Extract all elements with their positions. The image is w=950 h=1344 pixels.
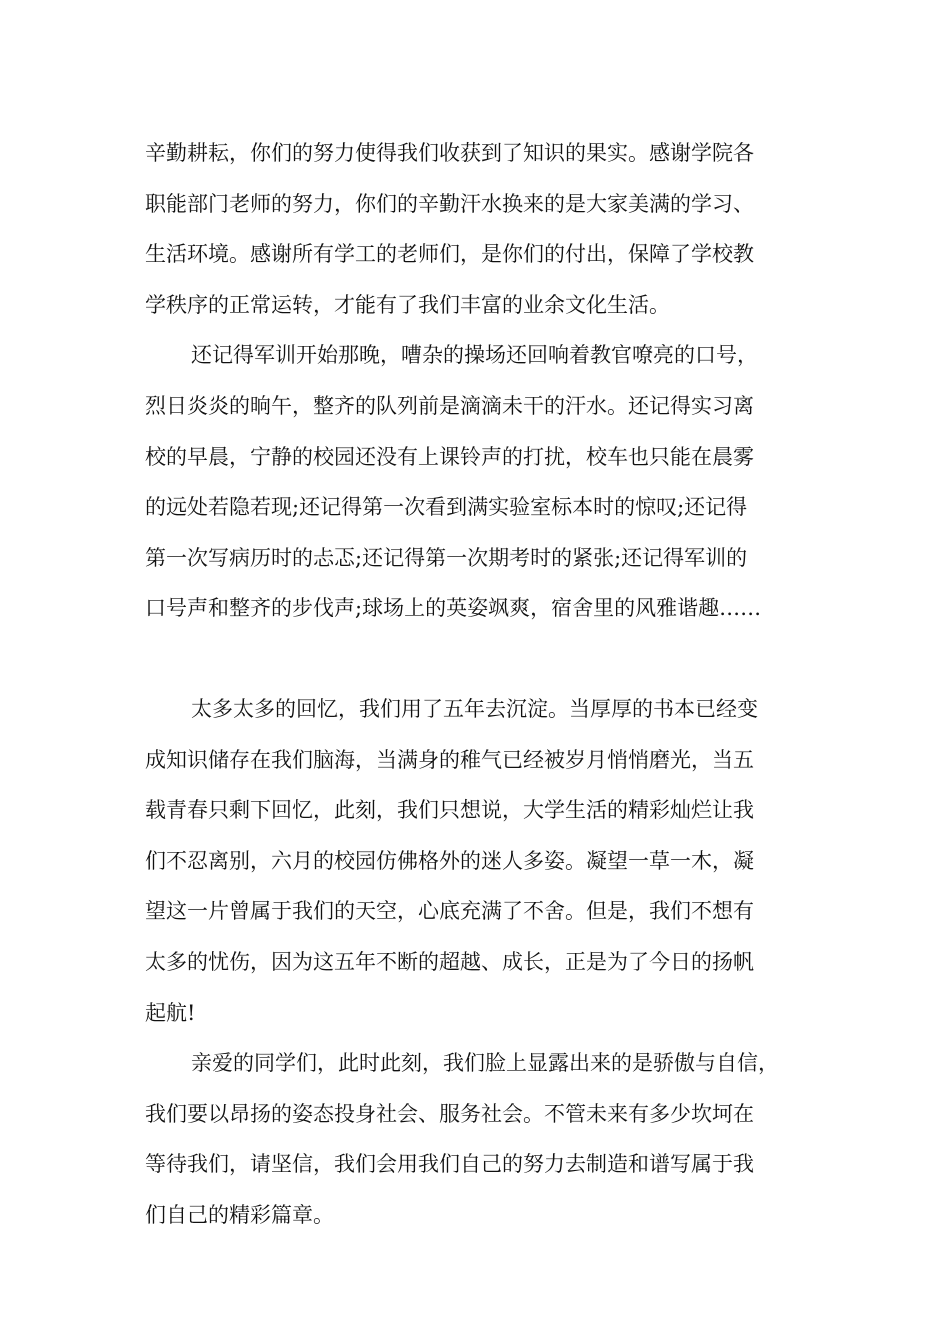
text-line: 烈日炎炎的晌午，整齐的队列前是滴滴未干的汗水。还记得实习离 — [145, 393, 754, 418]
text-line: 们不忍离别，六月的校园仿佛格外的迷人多姿。凝望一草一木，凝 — [145, 848, 754, 873]
text-line: 起航! — [145, 1000, 196, 1025]
text-line: 成知识储存在我们脑海，当满身的稚气已经被岁月悄悄磨光，当五 — [145, 747, 754, 772]
text-line: 太多太多的回忆，我们用了五年去沉淀。当厚厚的书本已经变 — [191, 696, 758, 721]
text-line: 校的早晨，宁静的校园还没有上课铃声的打扰，校车也只能在晨雾 — [145, 444, 754, 469]
paragraph-4 — [145, 1038, 810, 1240]
text-line: 辛勤耕耘，你们的努力使得我们收获到了知识的果实。感谢学院各 — [145, 141, 754, 165]
text-line: 第一次写病历时的忐忑;还记得第一次期考时的紧张;还记得军训的 — [145, 545, 748, 570]
text-line: 们自己的精彩篇章。 — [145, 1202, 334, 1227]
text-line: 等待我们，请坚信，我们会用我们自己的努力去制造和谱写属于我 — [145, 1152, 754, 1177]
paragraph-3 — [145, 684, 810, 1038]
text-line: 的远处若隐若现;还记得第一次看到满实验室标本时的惊叹;还记得 — [145, 495, 748, 520]
text-line: 还记得军训开始那晚，嘈杂的操场还回响着教官嘹亮的口号， — [191, 343, 758, 368]
text-line: 太多的忧伤，因为这五年不断的超越、成长，正是为了今日的扬帆 — [145, 949, 754, 974]
text-line: 职能部门老师的努力，你们的辛勤汗水换来的是大家美满的学习、 — [145, 191, 754, 216]
text-line: 载青春只剩下回忆，此刻，我们只想说，大学生活的精彩灿烂让我 — [145, 798, 754, 823]
text-line: 口号声和整齐的步伐声;球场上的英姿飒爽，宿舍里的风雅谐趣…… — [145, 596, 762, 621]
text-line: 望这一片曾属于我们的天空，心底充满了不舍。但是，我们不想有 — [145, 899, 754, 924]
text-line: 亲爱的同学们，此时此刻，我们脸上显露出来的是骄傲与自信， — [191, 1051, 779, 1076]
text-line: 学秩序的正常运转，才能有了我们丰富的业余文化生活。 — [145, 292, 670, 317]
paragraph-spacer — [145, 634, 810, 684]
text-line: 生活环境。感谢所有学工的老师们，是你们的付出，保障了学校教 — [145, 242, 754, 267]
text-line: 我们要以昂扬的姿态投身社会、服务社会。不管未来有多少坎坷在 — [145, 1101, 754, 1126]
paragraph-2 — [145, 330, 810, 634]
paragraph-1 — [145, 128, 810, 330]
document-body — [145, 128, 810, 1240]
